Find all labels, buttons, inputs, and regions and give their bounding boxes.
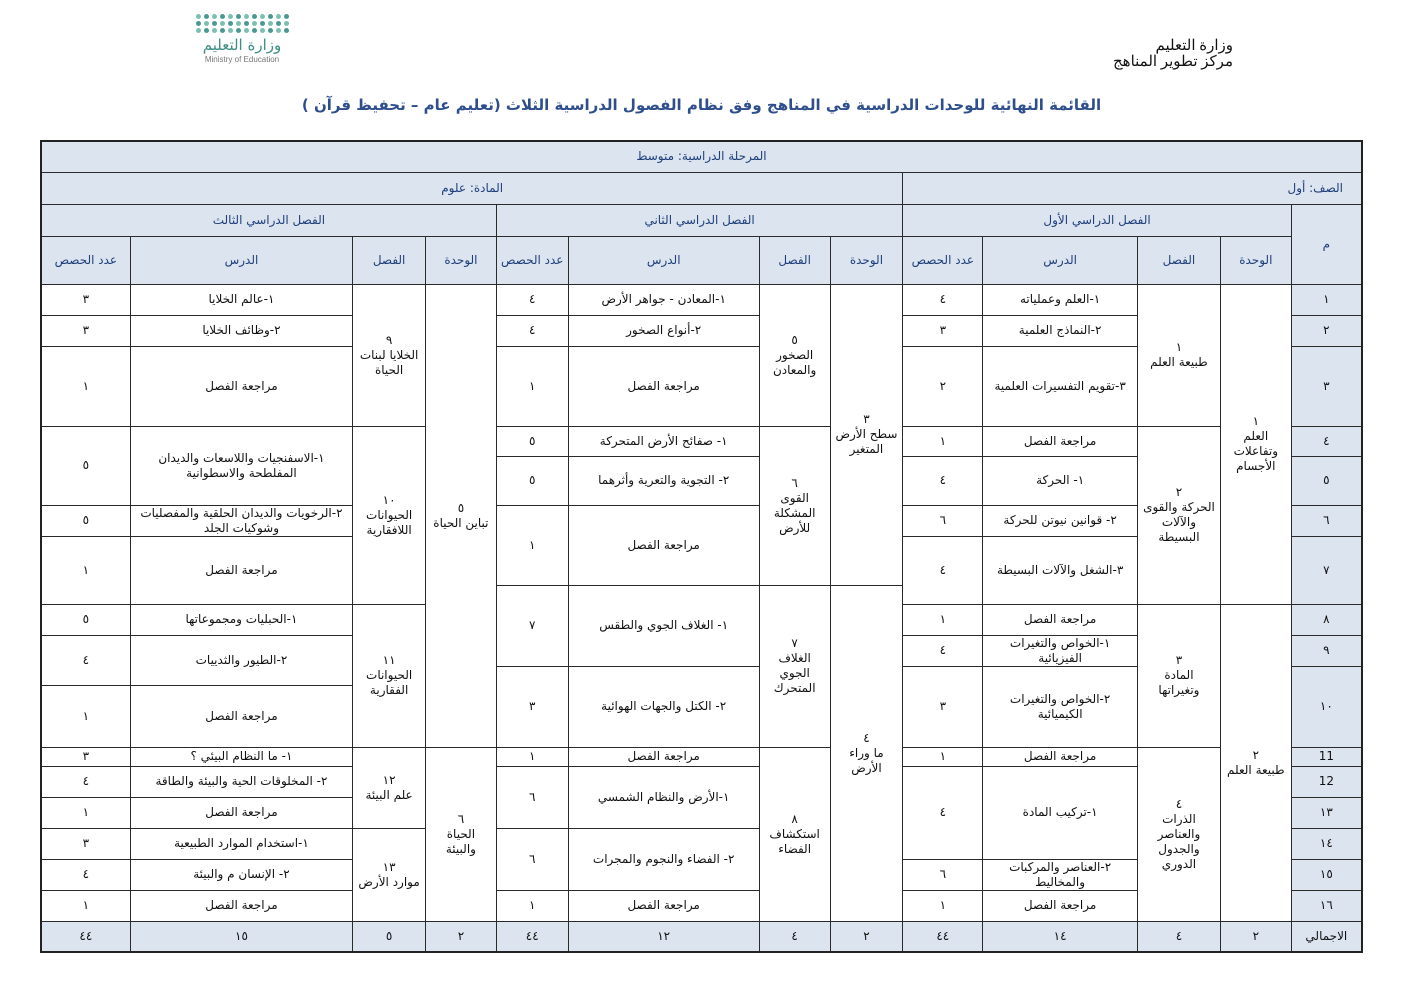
t3-periods: ١ <box>41 685 130 747</box>
table-body <box>41 284 1362 952</box>
t2-periods: ٣ <box>496 666 568 747</box>
t2-periods: ٥ <box>496 456 568 505</box>
term2-header: الفصل الدراسي الثاني <box>496 204 903 236</box>
t3-lesson: ٢-الطيور والثدييات <box>130 635 353 685</box>
row-number: ٣ <box>1291 346 1362 426</box>
t1-chapter: ١ طبيعة العلم <box>1137 284 1220 426</box>
t2-lesson: ١- الغلاف الجوي والطقس <box>568 585 759 666</box>
t1-periods: ٤ <box>903 456 983 505</box>
t2-lesson: مراجعة الفصل <box>568 346 759 426</box>
t3-periods: ١ <box>41 797 130 828</box>
t1-lesson: مراجعة الفصل <box>983 604 1138 635</box>
t1-unit: ١ العلم وتفاعلات الأجسام <box>1220 284 1291 604</box>
t1-unit: ٢ طبيعة العلم <box>1220 604 1291 921</box>
t1-lesson: ٢-الخواص والتغيرات الكيميائية <box>983 666 1138 747</box>
t1-periods: ١ <box>903 604 983 635</box>
t2-lesson: مراجعة الفصل <box>568 747 759 766</box>
row-number: ١ <box>1291 284 1362 315</box>
t3-periods-header: عدد الحصص <box>41 236 130 284</box>
t1-periods: ٤ <box>903 635 983 666</box>
t1-chapter: ٤ الذرات والعناصر والجدول الدوري <box>1137 747 1220 921</box>
t3-periods: ٥ <box>41 505 130 536</box>
t3-chapter: ١٢ علم البيئة <box>353 747 426 828</box>
header-line-center: مركز تطوير المناهج <box>1112 54 1233 70</box>
total-value: ٢ <box>1220 921 1291 952</box>
t3-lesson: مراجعة الفصل <box>130 685 353 747</box>
t1-lesson: مراجعة الفصل <box>983 747 1138 766</box>
term1-header: الفصل الدراسي الأول <box>903 204 1291 236</box>
t3-chapter: ١٠ الحيوانات اللافقارية <box>353 426 426 604</box>
header-block <box>1113 38 1233 70</box>
t1-lesson: ١-العلم وعملياته <box>983 284 1138 315</box>
t3-periods: ٤ <box>41 766 130 797</box>
total-value: ٥ <box>353 921 426 952</box>
total-value: ٤٤ <box>903 921 983 952</box>
col-number-header: م <box>1291 204 1362 284</box>
total-value: ٤ <box>1137 921 1220 952</box>
t1-chapter-header: الفصل <box>1137 236 1220 284</box>
t1-lesson: مراجعة الفصل <box>983 426 1138 456</box>
t2-periods: ١ <box>496 747 568 766</box>
t3-periods: ١ <box>41 536 130 604</box>
document-title: القائمة النهائية للوحدات الدراسية في المناهج وفق نظام الفصول الدراسية الثلاث (تعليم عام – تحفيظ قرآن ) <box>301 96 1102 114</box>
t1-lesson: ١-تركيب المادة <box>983 766 1138 859</box>
t1-periods: ١ <box>903 426 983 456</box>
totals-row <box>41 921 1362 952</box>
t3-lesson: ٢-الرخويات والديدان الحلقية والمفصليات وشوكيات الجلد <box>130 505 353 536</box>
t2-unit: ٣ سطح الأرض المتغير <box>830 284 903 585</box>
t1-lesson-header: الدرس <box>983 236 1138 284</box>
t3-lesson-header: الدرس <box>130 236 353 284</box>
t3-periods: ٣ <box>41 828 130 859</box>
row-number: ٨ <box>1291 604 1362 635</box>
row-number: ٦ <box>1291 505 1362 536</box>
t1-periods: ٣ <box>903 666 983 747</box>
t2-lesson: ٢- الفضاء والنجوم والمجرات <box>568 828 759 890</box>
t3-periods: ٥ <box>41 604 130 635</box>
t2-unit-header: الوحدة <box>830 236 903 284</box>
t2-lesson: ١- صفائح الأرض المتحركة <box>568 426 759 456</box>
units-table <box>40 140 1363 953</box>
t1-periods: ٦ <box>903 859 983 890</box>
t2-periods: ٥ <box>496 426 568 456</box>
t1-lesson: ٣-الشغل والآلات البسيطة <box>983 536 1138 604</box>
term3-header: الفصل الدراسي الثالث <box>41 204 496 236</box>
t3-lesson: مراجعة الفصل <box>130 346 353 426</box>
t1-lesson: ١- الحركة <box>983 456 1138 505</box>
total-value: ٤٤ <box>496 921 568 952</box>
t3-lesson: ٢- المخلوقات الحية والبيئة والطاقة <box>130 766 353 797</box>
row-number: ١٤ <box>1291 828 1362 859</box>
t1-lesson: ٣-تقويم التفسيرات العلمية <box>983 346 1138 426</box>
t3-periods: ١ <box>41 346 130 426</box>
logo-dots-icon <box>196 14 292 33</box>
t1-unit-header: الوحدة <box>1220 236 1291 284</box>
t2-periods: ٧ <box>496 585 568 666</box>
t2-lesson: ١-الأرض والنظام الشمسي <box>568 766 759 828</box>
t3-lesson: ١-استخدام الموارد الطبيعية <box>130 828 353 859</box>
t2-periods: ١ <box>496 890 568 921</box>
row-number: ١٦ <box>1291 890 1362 921</box>
row-number: ٩ <box>1291 635 1362 666</box>
subject-header: المادة: علوم <box>41 172 903 204</box>
t2-lesson: ٢- التجوية والتعرية وأثرهما <box>568 456 759 505</box>
t2-lesson-header: الدرس <box>568 236 759 284</box>
t3-periods: ٣ <box>41 747 130 766</box>
t1-lesson: ٢-العناصر والمركبات والمخاليط <box>983 859 1138 890</box>
t1-lesson: ٢- قوانين نيوتن للحركة <box>983 505 1138 536</box>
t3-unit: ٥ تباين الحياة <box>426 284 497 747</box>
t2-chapter: ٧ الغلاف الجوي المتحرك <box>759 585 830 747</box>
row-number: ١٣ <box>1291 797 1362 828</box>
stage-header: المرحلة الدراسية: متوسط <box>41 141 1362 172</box>
t3-lesson: ٢-وظائف الخلايا <box>130 315 353 346</box>
t1-lesson: ٢-النماذج العلمية <box>983 315 1138 346</box>
t3-periods: ٤ <box>41 635 130 685</box>
t1-periods: ٦ <box>903 505 983 536</box>
row-number: 11 <box>1291 747 1362 766</box>
t2-lesson: مراجعة الفصل <box>568 505 759 585</box>
t3-unit: ٦ الحياة والبيئة <box>426 747 497 921</box>
t2-lesson: ٢- الكتل والجهات الهوائية <box>568 666 759 747</box>
t1-periods: ٤ <box>903 536 983 604</box>
t2-periods: ٦ <box>496 766 568 828</box>
t3-periods: ٣ <box>41 284 130 315</box>
t3-periods: ٥ <box>41 426 130 505</box>
t1-periods: ٤ <box>903 766 983 859</box>
t1-periods: ١ <box>903 890 983 921</box>
total-value: ٤٤ <box>41 921 130 952</box>
ministry-logo <box>192 14 292 80</box>
t3-periods: ٣ <box>41 315 130 346</box>
total-value: ١٤ <box>983 921 1138 952</box>
t3-periods: ٤ <box>41 859 130 890</box>
total-value: ١٥ <box>130 921 353 952</box>
t2-periods-header: عدد الحصص <box>496 236 568 284</box>
t1-periods-header: عدد الحصص <box>903 236 983 284</box>
t3-chapter: ١١ الحيوانات الفقارية <box>353 604 426 747</box>
t3-lesson: ١-الحبليات ومجموعاتها <box>130 604 353 635</box>
header-line-ministry: وزارة التعليم <box>1155 38 1233 54</box>
logo-arabic-text: وزارة التعليم <box>202 36 282 54</box>
total-value: ٢ <box>830 921 903 952</box>
t2-unit: ٤ ما وراء الأرض <box>830 585 903 921</box>
t3-lesson: ١-عالم الخلايا <box>130 284 353 315</box>
total-value: ٢ <box>426 921 497 952</box>
t2-periods: ٤ <box>496 315 568 346</box>
row-number: 12 <box>1291 766 1362 797</box>
t1-periods: ٢ <box>903 346 983 426</box>
t1-periods: ٣ <box>903 315 983 346</box>
t2-periods: ٤ <box>496 284 568 315</box>
row-number: ١٥ <box>1291 859 1362 890</box>
t1-lesson: مراجعة الفصل <box>983 890 1138 921</box>
t2-periods: ١ <box>496 505 568 585</box>
t1-lesson: ١-الخواص والتغيرات الفيزيائية <box>983 635 1138 666</box>
t3-lesson: مراجعة الفصل <box>130 536 353 604</box>
t3-lesson: ٢- الإنسان م والبيئة <box>130 859 353 890</box>
t1-periods: ١ <box>903 747 983 766</box>
t3-unit-header: الوحدة <box>426 236 497 284</box>
t3-chapter: ١٣ موارد الأرض <box>353 828 426 921</box>
t2-lesson: مراجعة الفصل <box>568 890 759 921</box>
t2-lesson: ٢-أنواع الصخور <box>568 315 759 346</box>
t2-periods: ٦ <box>496 828 568 890</box>
t3-lesson: مراجعة الفصل <box>130 890 353 921</box>
t2-chapter-header: الفصل <box>759 236 830 284</box>
row-number: ٢ <box>1291 315 1362 346</box>
t1-chapter: ٢ الحركة والقوى والآلات البسيطة <box>1137 426 1220 604</box>
total-value: ١٢ <box>568 921 759 952</box>
t3-chapter-header: الفصل <box>353 236 426 284</box>
row-number: ٥ <box>1291 456 1362 505</box>
t2-lesson: ١-المعادن - جواهر الأرض <box>568 284 759 315</box>
row-number: ٤ <box>1291 426 1362 456</box>
row-number: ١٠ <box>1291 666 1362 747</box>
totals-label: الاجمالي <box>1291 921 1362 952</box>
t3-lesson: ١-الاسفنجيات واللاسعات والديدان المفلطحة والاسطوانية <box>130 426 353 505</box>
t2-chapter: ٦ القوى المشكلة للأرض <box>759 426 830 585</box>
row-number: ٧ <box>1291 536 1362 604</box>
t1-chapter: ٣ المادة وتغيراتها <box>1137 604 1220 747</box>
t1-periods: ٤ <box>903 284 983 315</box>
t3-lesson: ١- ما النظام البيئي ؟ <box>130 747 353 766</box>
t3-chapter: ٩ الخلايا لبنات الحياة <box>353 284 426 426</box>
grade-header: الصف: أول <box>903 172 1362 204</box>
t2-chapter: ٨ استكشاف الفضاء <box>759 747 830 921</box>
t3-lesson: مراجعة الفصل <box>130 797 353 828</box>
total-value: ٤ <box>759 921 830 952</box>
logo-english-text: Ministry of Education <box>204 55 280 64</box>
t2-chapter: ٥ الصخور والمعادن <box>759 284 830 426</box>
t3-periods: ١ <box>41 890 130 921</box>
t2-periods: ١ <box>496 346 568 426</box>
